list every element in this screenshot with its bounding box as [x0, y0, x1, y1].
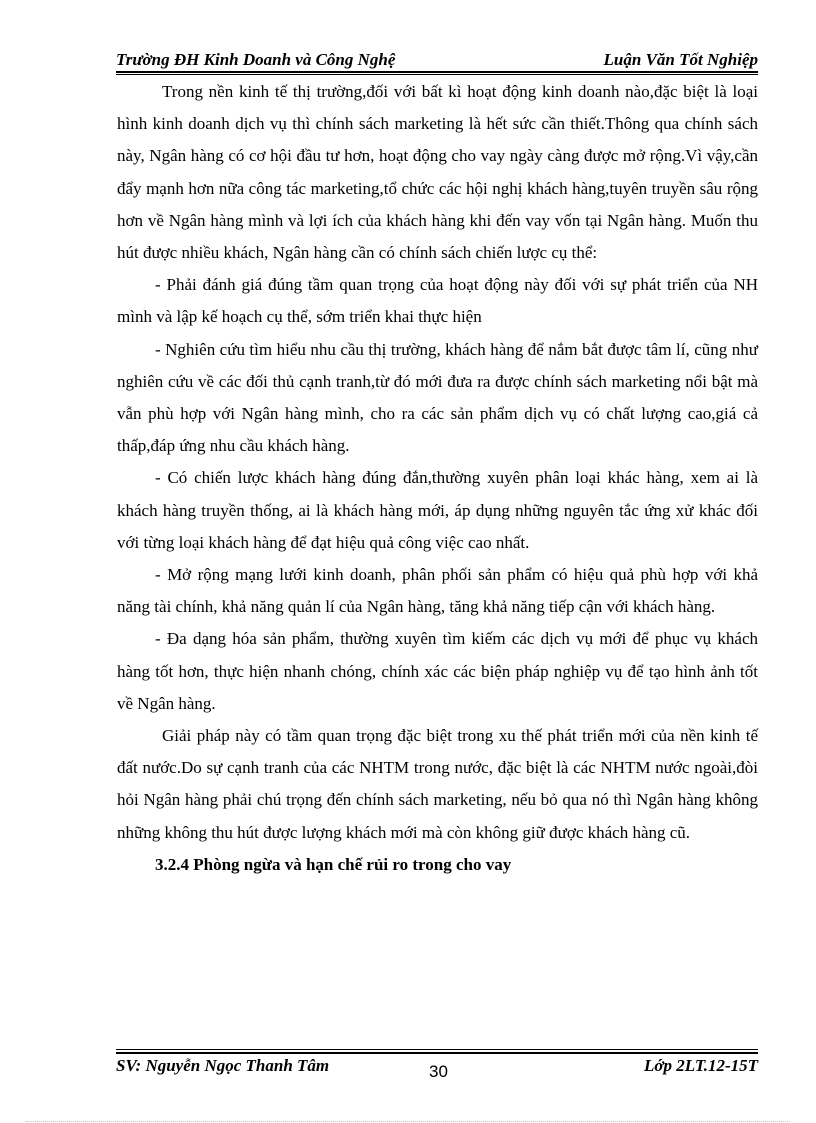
header-rule — [116, 71, 758, 73]
page-number: 30 — [429, 1062, 448, 1081]
page-header — [116, 50, 758, 70]
body-paragraph: Trong nền kinh tế thị trường,đối với bất kì hoạt động kinh doanh nào,đặc biệt là loại hình kinh doanh dịch vụ thì chính sách marketing là hết sức cần thiết.Thông qua chính sách này, Ngân hàng có cơ hội đầu tư hơn, hoạt động cho vay ngày càng được mở rộng.Vì vậy,cần đẩy mạnh hơn nữa công tác marketing,tổ chức các hội nghị khách hàng,tuyên truyền sâu rộng hơn về Ngân hàng mình và lợi ích của khách hàng khi đến vay vốn tại Ngân hàng. Muốn thu hút được nhiều khách, Ngân hàng cần có chính sách chiến lược cụ thể: — [117, 82, 758, 263]
page-edge-divider — [26, 1121, 790, 1122]
bullet-paragraph: - Mở rộng mạng lưới kinh doanh, phân phối sản phẩm có hiệu quả phù hợp với khả năng tài chính, khả năng quản lí của Ngân hàng, tăng khả năng tiếp cận với khách hàng. — [117, 565, 758, 617]
header-school-name: Trường ĐH Kinh Doanh và Công Nghệ — [116, 50, 396, 69]
header-rule-thin — [116, 74, 758, 75]
page-footer — [116, 1056, 758, 1080]
footer-class-code: Lớp 2LT.12-15T — [644, 1056, 758, 1075]
bullet-paragraph: - Phải đánh giá đúng tầm quan trọng của hoạt động này đối với sự phát triển của NH mình và lập kế hoạch cụ thể, sớm triển khai thực hiện — [117, 275, 758, 327]
footer-rule-thin — [116, 1049, 758, 1050]
bullet-paragraph: - Nghiên cứu tìm hiểu nhu cầu thị trường, khách hàng để nắm bắt được tâm lí, cũng như nghiên cứu về các đối thủ cạnh tranh,từ đó mới đưa ra được chính sách marketing nổi bật mà vẫn phù hợp với Ngân hàng mình, cho ra các sản phẩm dịch vụ có chất lượng cao,giá cả thấp,đáp ứng nhu cầu khách hàng. — [117, 339, 758, 456]
page-body — [117, 76, 758, 881]
header-document-type: Luận Văn Tốt Nghiệp — [603, 50, 758, 69]
footer-rule — [116, 1052, 758, 1054]
bullet-paragraph: - Có chiến lược khách hàng đúng đắn,thường xuyên phân loại khác hàng, xem ai là khách hàng truyền thống, ai là khách hàng mới, áp dụng những nguyên tắc ứng xử khác đối với từng loại khách hàng để đạt hiệu quả công việc cao nhất. — [117, 468, 758, 552]
section-heading: 3.2.4 Phòng ngừa và hạn chế rủi ro trong cho vay — [155, 854, 512, 874]
footer-student-name: SV: Nguyễn Ngọc Thanh Tâm — [116, 1056, 330, 1075]
body-paragraph: Giải pháp này có tầm quan trọng đặc biệt trong xu thế phát triển mới của nền kinh tế đất nước.Do sự cạnh tranh của các NHTM trong nước, đặc biệt là các NHTM nước ngoài,đòi hỏi Ngân hàng phải chú trọng đến chính sách marketing, nếu bỏ qua nó thì Ngân hàng không những không thu hút được lượng khách mới mà còn không giữ được khách hàng cũ. — [117, 726, 758, 842]
bullet-paragraph: - Đa dạng hóa sản phẩm, thường xuyên tìm kiếm các dịch vụ mới để phục vụ khách hàng tốt hơn, thực hiện nhanh chóng, chính xác các biện pháp nghiệp vụ để tạo hình ảnh tốt về Ngân hàng. — [117, 629, 758, 713]
